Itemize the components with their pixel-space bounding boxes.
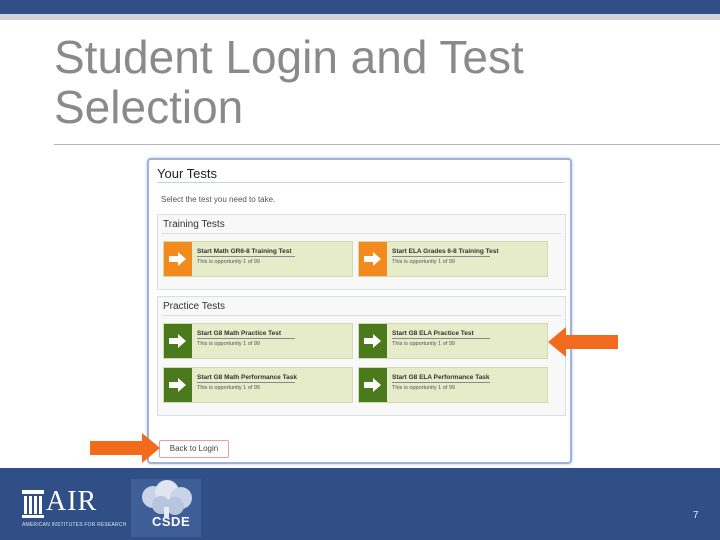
tile-underline [197,382,295,383]
csde-logo-text: CSDE [152,514,191,529]
heading-divider [157,182,564,183]
group-divider [162,233,561,234]
arrow-right-icon [359,368,387,402]
tile-start-math-training-test[interactable] [163,241,353,277]
tile-name: Start Math GR6-8 Training Test [197,248,292,255]
tile-opportunity: This is opportunity 1 of 99 [392,341,455,347]
group-divider [162,315,561,316]
callout-arrow-icon [88,432,160,464]
tile-opportunity: This is opportunity 1 of 99 [392,385,455,391]
tile-opportunity: This is opportunity 1 of 99 [197,259,260,265]
callout-arrow-icon [548,326,620,358]
arrow-right-icon [359,242,387,276]
top-accent-bar [0,0,720,14]
arrow-right-icon [164,242,192,276]
training-tests-group [157,214,566,290]
tile-start-math-practice-test[interactable] [163,323,353,359]
tile-name: Start ELA Grades 6-8 Training Test [392,248,499,255]
air-logo-icon [22,490,44,518]
arrow-right-icon [359,324,387,358]
training-tests-title: Training Tests [163,219,225,230]
tile-opportunity: This is opportunity 1 of 99 [392,259,455,265]
tile-opportunity: This is opportunity 1 of 99 [197,341,260,347]
tile-underline [392,382,490,383]
page-number: 7 [693,510,699,521]
arrow-right-icon [164,324,192,358]
tile-name: Start G8 Math Performance Task [197,374,297,381]
tile-underline [392,338,490,339]
test-selection-screenshot [147,158,572,464]
slide-title: Student Login and Test Selection [54,31,524,133]
back-to-login-button[interactable]: Back to Login [159,440,229,458]
air-tagline: AMERICAN INSTITUTES FOR RESEARCH [22,522,127,528]
tile-start-ela-training-test[interactable] [358,241,548,277]
footer-bar [0,468,720,540]
tile-start-ela-performance-task[interactable] [358,367,548,403]
arrow-right-icon [164,368,192,402]
tile-name: Start G8 Math Practice Test [197,330,282,337]
tile-underline [197,338,295,339]
tile-name: Start G8 ELA Performance Task [392,374,490,381]
tile-name: Start G8 ELA Practice Test [392,330,474,337]
your-tests-heading: Your Tests [157,166,217,181]
title-divider [54,144,720,145]
tile-opportunity: This is opportunity 1 of 99 [197,385,260,391]
tile-start-ela-practice-test[interactable] [358,323,548,359]
tile-underline [392,256,490,257]
tile-underline [197,256,295,257]
practice-tests-group [157,296,566,416]
practice-tests-title: Practice Tests [163,301,226,312]
select-test-instruction: Select the test you need to take. [161,195,276,204]
air-logo-text: AIR [46,486,98,517]
tile-start-math-performance-task[interactable] [163,367,353,403]
top-accent-stripe [0,14,720,20]
